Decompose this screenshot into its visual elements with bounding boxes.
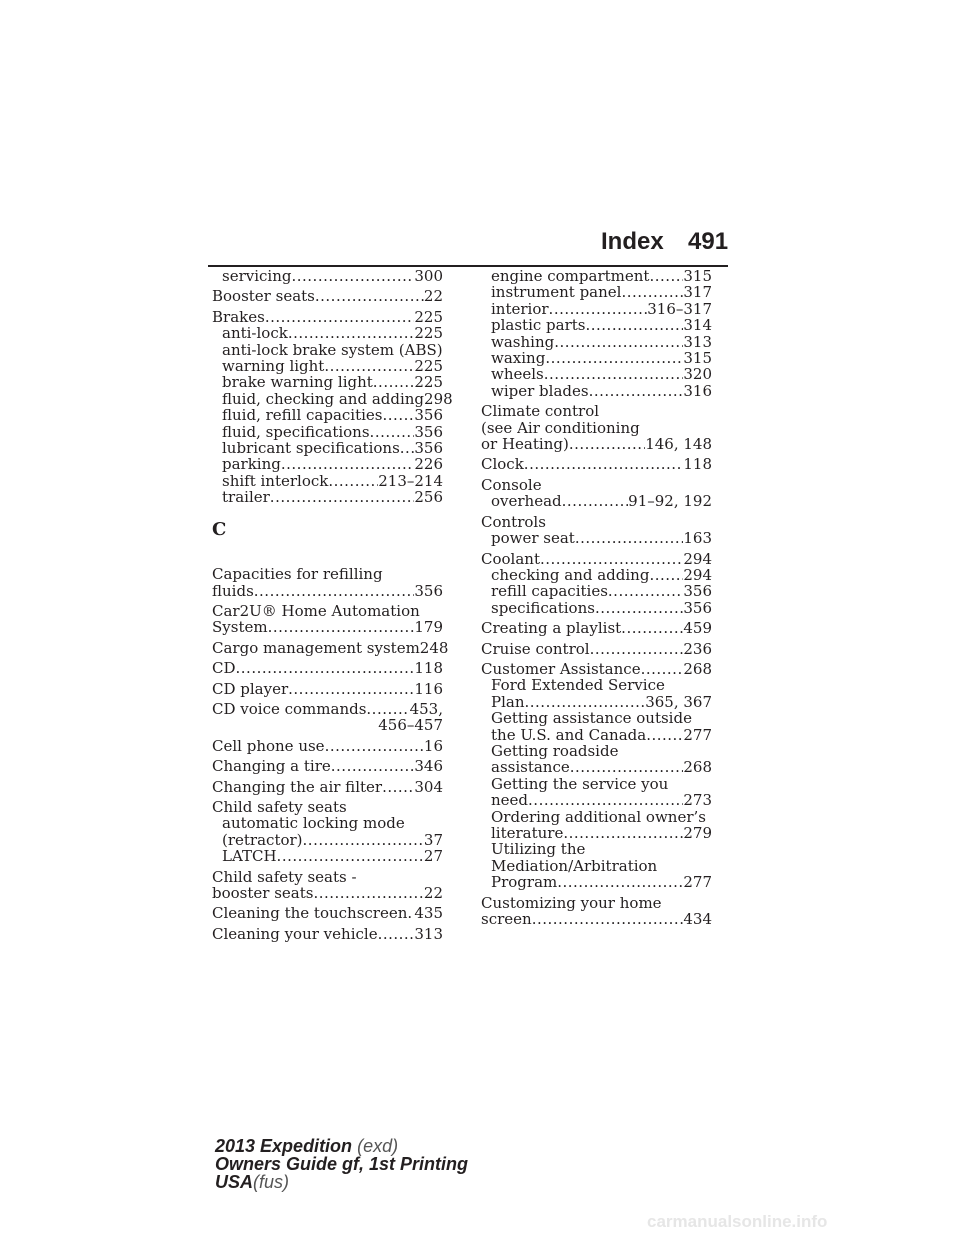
index-line: Capacities for refilling xyxy=(212,565,383,584)
entry-text: booster seats xyxy=(212,884,314,902)
entry-text: literature xyxy=(491,824,564,842)
page-ref: 268 xyxy=(683,659,712,678)
page-ref: 298 xyxy=(424,389,453,408)
leader-dots xyxy=(382,779,414,795)
entry-text: need xyxy=(491,791,529,810)
entry-text: parking xyxy=(222,455,281,474)
entry-text: shift interlock xyxy=(222,471,329,490)
index-line: Utilizing the xyxy=(491,840,586,859)
index-line: anti-lock brake system (ABS) xyxy=(222,340,443,359)
index-entry xyxy=(212,307,453,507)
page-ref: 453, xyxy=(409,699,443,718)
leader-dots xyxy=(646,727,683,743)
index-line: Controls xyxy=(481,512,546,531)
leader-dots xyxy=(641,661,684,677)
entry-text: (retractor) xyxy=(222,830,303,849)
index-line xyxy=(212,660,443,676)
index-line xyxy=(481,301,712,317)
page-ref: 314 xyxy=(683,316,712,335)
footer-model: 2013 Expedition xyxy=(215,1136,353,1156)
leader-dots xyxy=(325,738,424,754)
entry-text: plastic parts xyxy=(491,316,586,335)
index-line: Console xyxy=(481,475,542,494)
index-line xyxy=(212,288,443,304)
entry-text: Clock xyxy=(481,455,524,474)
footer-guide: Owners Guide gf, 1st Printing xyxy=(215,1154,469,1174)
index-line xyxy=(212,268,443,284)
page-ref: 22 xyxy=(423,884,443,902)
leader-dots xyxy=(570,759,684,775)
index-line xyxy=(212,905,443,921)
index-line xyxy=(481,825,712,841)
leader-dots xyxy=(649,268,683,284)
entry-text: Plan xyxy=(491,692,525,711)
section-letter: C xyxy=(212,518,227,540)
page-ref: 320 xyxy=(683,365,712,384)
index-line xyxy=(481,334,712,350)
entry-text: Coolant xyxy=(481,549,540,568)
page-ref: 277 xyxy=(683,725,712,744)
index-line xyxy=(212,779,443,795)
entry-text: power seat xyxy=(491,529,575,548)
index-line xyxy=(481,268,712,284)
page-ref: 356 xyxy=(414,406,443,425)
index-entry xyxy=(212,681,443,697)
index-line: Getting roadside xyxy=(491,741,619,760)
leader-dots xyxy=(331,758,415,774)
page-ref: 213–214 xyxy=(378,471,443,490)
page-ref: 346 xyxy=(414,757,443,776)
index-line: Child safety seats xyxy=(212,797,347,816)
index-entry xyxy=(212,603,443,636)
index-line xyxy=(481,727,712,743)
leader-dots xyxy=(288,681,414,697)
footer-region: USA xyxy=(215,1172,254,1192)
leader-dots xyxy=(557,874,683,890)
index-entry xyxy=(481,641,712,657)
index-line: Child safety seats - xyxy=(212,867,357,886)
page-ref: 91–92, 192 xyxy=(628,492,712,511)
leader-dots xyxy=(545,350,683,366)
index-entry xyxy=(212,701,443,734)
entry-text: waxing xyxy=(491,349,546,368)
entry-text: servicing xyxy=(222,267,292,285)
page-ref: 279 xyxy=(683,824,712,842)
entry-text: Program xyxy=(491,873,558,892)
index-entry xyxy=(481,551,712,617)
index-entry xyxy=(212,738,443,754)
leader-dots xyxy=(621,284,683,300)
page-ref: 313 xyxy=(414,924,443,943)
index-line xyxy=(481,600,712,616)
leader-dots xyxy=(590,641,684,657)
footer-model-code: (exd) xyxy=(357,1136,399,1156)
leader-dots xyxy=(378,926,415,942)
page-ref: 434 xyxy=(683,910,712,929)
leader-dots xyxy=(373,374,415,390)
index-line xyxy=(481,551,712,567)
leader-dots xyxy=(595,600,683,616)
page-ref: 37 xyxy=(423,830,443,849)
index-entry xyxy=(212,566,443,599)
index-line xyxy=(212,832,443,848)
index-line xyxy=(212,758,443,774)
entry-text: Cruise control xyxy=(481,639,590,658)
leader-dots xyxy=(268,619,415,635)
index-entry xyxy=(481,620,712,636)
leader-dots xyxy=(608,583,683,599)
footer-region-code: (fus) xyxy=(253,1172,290,1192)
page-ref: 273 xyxy=(683,791,712,810)
leader-dots xyxy=(540,551,683,567)
leader-dots xyxy=(544,366,684,382)
page-ref: 179 xyxy=(414,618,443,637)
entry-text: Cleaning the touchscreen xyxy=(212,904,408,923)
leader-dots xyxy=(649,567,683,583)
entry-text: CD player xyxy=(212,679,289,698)
index-line xyxy=(481,350,712,366)
index-entry xyxy=(212,779,443,795)
entry-text: fluid, specifications xyxy=(222,422,370,441)
entry-text: instrument panel xyxy=(491,283,622,302)
index-line xyxy=(212,926,443,942)
page-ref: 294 xyxy=(683,549,712,568)
index-entry xyxy=(481,317,712,399)
leader-dots xyxy=(281,456,414,472)
leader-dots xyxy=(621,620,683,636)
entry-text: System xyxy=(212,618,268,637)
entry-text: fluid, checking and adding xyxy=(222,389,425,408)
index-line: Getting assistance outside xyxy=(491,709,692,728)
page-ref: 459 xyxy=(683,619,712,638)
entry-text: Customer Assistance xyxy=(481,659,641,678)
index-line: (see Air conditioning xyxy=(481,418,640,437)
page-ref: 356 xyxy=(414,422,443,441)
index-line xyxy=(481,620,712,636)
document-footer xyxy=(215,1137,468,1191)
index-line xyxy=(212,619,443,635)
index-entry xyxy=(212,268,443,284)
page-ref: 356 xyxy=(414,439,443,458)
page-ref: 146, 148 xyxy=(645,435,712,454)
page-ref: 118 xyxy=(414,659,443,678)
index-line xyxy=(212,638,449,657)
index-line xyxy=(481,493,712,509)
page-ref: 22 xyxy=(423,287,443,306)
entry-text: Cell phone use xyxy=(212,736,325,755)
entry-text: LATCH xyxy=(222,847,277,866)
index-entry xyxy=(481,403,712,452)
index-line xyxy=(481,567,712,583)
leader-dots xyxy=(407,905,414,921)
entry-text: wiper blades xyxy=(491,381,589,400)
leader-dots xyxy=(525,694,646,710)
leader-dots xyxy=(265,309,415,325)
index-line xyxy=(212,473,443,489)
entry-text: Creating a playlist xyxy=(481,619,622,638)
page-ref: 356 xyxy=(683,582,712,601)
index-line xyxy=(212,583,443,599)
index-line xyxy=(481,641,712,657)
leader-dots xyxy=(236,660,415,676)
entry-text: or Heating) xyxy=(481,435,569,454)
entry-text: the U.S. and Canada xyxy=(491,725,647,744)
page-ref: 356 xyxy=(414,581,443,600)
index-entry xyxy=(212,758,443,774)
page-ref: 236 xyxy=(683,639,712,658)
page-ref: 226 xyxy=(414,455,443,474)
entry-text: engine compartment xyxy=(491,267,650,285)
entry-text: Brakes xyxy=(212,307,265,326)
page-ref: 315 xyxy=(683,267,712,285)
index-line xyxy=(212,456,443,472)
entry-text: specifications xyxy=(491,598,595,617)
index-line: automatic locking mode xyxy=(222,814,405,833)
index-line xyxy=(212,358,443,374)
entry-text: anti-lock xyxy=(222,324,288,343)
leader-dots xyxy=(589,383,684,399)
leader-dots xyxy=(303,832,424,848)
index-line xyxy=(481,436,712,452)
leader-dots xyxy=(270,489,415,505)
index-line xyxy=(212,681,443,697)
leader-dots xyxy=(585,317,683,333)
entry-text: trailer xyxy=(222,488,270,507)
page-ref: 248 xyxy=(419,638,449,657)
page-ref: 316–317 xyxy=(647,299,712,318)
page-ref: 456–457 xyxy=(378,716,443,735)
watermark: carmanualsonline.info xyxy=(647,1212,828,1231)
index-entry xyxy=(212,905,443,921)
index-line xyxy=(481,366,712,382)
index-line xyxy=(212,489,443,505)
leader-dots xyxy=(315,288,424,304)
page-ref: 163 xyxy=(683,529,712,548)
index-entry xyxy=(481,456,712,472)
page-ref: 225 xyxy=(414,373,443,392)
index-line xyxy=(212,440,443,456)
index-line xyxy=(212,325,443,341)
index-entry xyxy=(212,926,443,942)
index-entry xyxy=(212,660,443,676)
index-line: Customizing your home xyxy=(481,893,662,912)
leader-dots xyxy=(328,473,378,489)
entry-text: lubricant specifications xyxy=(222,439,400,458)
index-entry xyxy=(481,661,712,891)
leader-dots xyxy=(277,848,424,864)
leader-dots xyxy=(569,436,645,452)
index-line xyxy=(212,738,443,754)
index-entry xyxy=(481,268,712,284)
page-ref: 16 xyxy=(423,736,443,755)
page-ref: 317 xyxy=(683,283,712,302)
index-line xyxy=(481,530,712,546)
page-ref: 315 xyxy=(683,349,712,368)
entry-text: screen xyxy=(481,910,532,929)
entry-text: Changing the air filter xyxy=(212,777,383,796)
index-line xyxy=(212,848,443,864)
entry-text: interior xyxy=(491,299,549,318)
index-entry xyxy=(481,895,712,928)
page-ref: 356 xyxy=(683,598,712,617)
leader-dots xyxy=(532,911,684,927)
index-line xyxy=(212,424,443,440)
leader-dots xyxy=(254,583,415,599)
page-ref: 27 xyxy=(423,847,443,866)
index-line xyxy=(481,661,712,677)
index-line: Ordering additional owner’s xyxy=(491,807,706,826)
page-ref: 118 xyxy=(683,455,712,474)
leader-dots xyxy=(562,493,629,509)
index-entry xyxy=(481,477,712,510)
index-line xyxy=(481,759,712,775)
page-ref: 316 xyxy=(683,381,712,400)
page-ref: 313 xyxy=(683,332,712,351)
index-line xyxy=(481,583,712,599)
entry-text: fluids xyxy=(212,581,254,600)
entry-text: wheels xyxy=(491,365,544,384)
leader-dots xyxy=(383,407,415,423)
entry-text: Cleaning your vehicle xyxy=(212,924,378,943)
page-ref: 225 xyxy=(414,307,443,326)
leader-dots xyxy=(400,440,415,456)
index-line xyxy=(212,717,443,733)
page-number: 491 xyxy=(688,228,729,255)
index-line: Car2U® Home Automation xyxy=(212,601,420,620)
index-line: Ford Extended Service xyxy=(491,676,665,695)
index-line xyxy=(481,911,712,927)
entry-text: warning light xyxy=(222,357,325,376)
entry-text: Changing a tire xyxy=(212,757,331,776)
entry-text: brake warning light xyxy=(222,373,373,392)
page-title: Index xyxy=(601,228,664,255)
page-ref: 256 xyxy=(414,488,443,507)
page-ref: 277 xyxy=(683,873,712,892)
leader-dots xyxy=(549,301,648,317)
page-ref: 268 xyxy=(683,758,712,777)
leader-dots xyxy=(313,885,423,901)
index-line xyxy=(481,792,712,808)
index-line: Mediation/Arbitration xyxy=(491,856,658,875)
leader-dots xyxy=(554,334,683,350)
page-ref: 294 xyxy=(683,565,712,584)
entry-text: Cargo management system xyxy=(212,638,420,657)
leader-dots xyxy=(288,325,415,341)
page-ref: 116 xyxy=(414,679,443,698)
index-entry xyxy=(212,799,443,865)
index-line xyxy=(212,309,443,325)
index-line xyxy=(212,885,443,901)
page-ref: 365, 367 xyxy=(645,692,712,711)
index-line xyxy=(481,874,712,890)
leader-dots xyxy=(524,456,684,472)
page-ref: 304 xyxy=(414,777,443,796)
index-line xyxy=(212,389,453,408)
index-line xyxy=(481,694,712,710)
leader-dots xyxy=(575,530,684,546)
entry-text: checking and adding xyxy=(491,565,650,584)
page-ref: 300 xyxy=(414,267,443,285)
index-column-left xyxy=(212,267,453,946)
index-line xyxy=(212,374,443,390)
entry-text: Booster seats xyxy=(212,287,315,306)
leader-dots xyxy=(324,358,414,374)
index-entry xyxy=(212,288,443,304)
page-ref: 225 xyxy=(414,324,443,343)
index-line: Getting the service you xyxy=(491,774,669,793)
index-entry xyxy=(481,284,712,300)
leader-dots xyxy=(370,424,415,440)
index-entry xyxy=(481,514,712,547)
leader-dots xyxy=(563,825,683,841)
index-line xyxy=(481,317,712,333)
index-line xyxy=(212,407,443,423)
leader-dots xyxy=(528,792,683,808)
index-line xyxy=(481,383,712,399)
index-entry xyxy=(481,301,712,317)
entry-text: fluid, refill capacities xyxy=(222,406,383,425)
page-ref: 225 xyxy=(414,357,443,376)
index-line: Climate control xyxy=(481,402,600,421)
index-entry xyxy=(212,869,443,902)
leader-dots xyxy=(366,701,409,717)
index-column-right xyxy=(481,268,712,931)
leader-dots xyxy=(291,268,414,284)
entry-text: refill capacities xyxy=(491,582,608,601)
entry-text: CD xyxy=(212,659,236,678)
entry-text: overhead xyxy=(491,492,562,511)
entry-text: assistance xyxy=(491,758,570,777)
index-line xyxy=(481,456,712,472)
entry-text: CD voice commands xyxy=(212,699,367,718)
index-entry xyxy=(212,638,449,657)
page-ref: 435 xyxy=(414,904,443,923)
entry-text: washing xyxy=(491,332,555,351)
index-line xyxy=(481,284,712,300)
index-line xyxy=(212,701,443,717)
